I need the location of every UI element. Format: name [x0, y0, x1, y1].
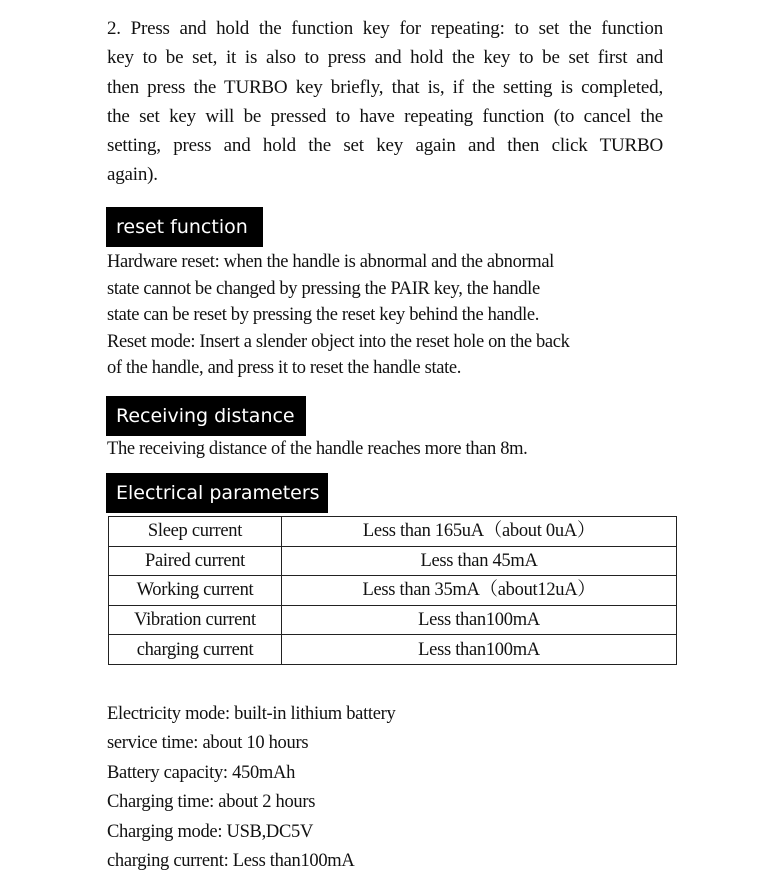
- receiving-distance-heading: Receiving distance: [106, 396, 306, 436]
- parameter-value: Less than 165uA（about 0uA）: [282, 517, 677, 547]
- reset-function-text: [107, 249, 570, 382]
- spec-service-time: service time: about 10 hours: [107, 733, 309, 754]
- battery-specs-list: [107, 700, 395, 876]
- table-row: [109, 635, 677, 665]
- reset-text-line: Hardware reset: when the handle is abnormal and the abnormal: [107, 252, 554, 272]
- spec-electricity-mode: Electricity mode: built-in lithium battery: [107, 704, 396, 724]
- paragraph-line: the set key will be pressed to have repeating function (to cancel the: [107, 105, 663, 127]
- spec-charging-mode: Charging mode: USB,DC5V: [107, 821, 314, 842]
- reset-text-line: state cannot be changed by pressing the PAIR key, the handle: [107, 278, 540, 299]
- paragraph-line: then press the TURBO key briefly, that is, if the setting is completed,: [107, 76, 663, 98]
- reset-text-line: of the handle, and press it to reset the handle state.: [107, 358, 462, 378]
- electrical-parameters-heading: Electrical parameters: [106, 473, 328, 513]
- parameter-name: Sleep current: [109, 517, 282, 547]
- reset-text-line: Reset mode: Insert a slender object into the reset hole on the back: [107, 331, 570, 352]
- parameter-name: Vibration current: [109, 605, 282, 635]
- paragraph-line: key to be set, it is also to press and hold the key to be set first and: [107, 47, 663, 69]
- spec-charging-current: charging current: Less than100mA: [107, 851, 355, 872]
- spec-battery-capacity: Battery capacity: 450mAh: [107, 762, 296, 783]
- paragraph-line: again).: [107, 164, 158, 186]
- reset-function-heading: reset function: [106, 207, 263, 247]
- paragraph-line: 2. Press and hold the function key for repeating: to set the function: [107, 18, 663, 39]
- table-row: [109, 546, 677, 576]
- repeat-function-paragraph: [107, 14, 663, 190]
- paragraph-line: setting, press and hold the set key again and then click TURBO: [107, 135, 663, 157]
- reset-text-line: state can be reset by pressing the reset key behind the handle.: [107, 305, 540, 325]
- parameter-name: Paired current: [109, 546, 282, 576]
- parameter-value: Less than100mA: [282, 605, 677, 635]
- parameter-value: Less than100mA: [282, 635, 677, 665]
- electrical-parameters-table: [108, 516, 677, 665]
- receiving-distance-text: The receiving distance of the handle reaches more than 8m.: [107, 439, 528, 459]
- parameter-value: Less than 35mA（about12uA）: [282, 576, 677, 606]
- parameter-name: charging current: [109, 635, 282, 665]
- parameter-value: Less than 45mA: [282, 546, 677, 576]
- parameter-name: Working current: [109, 576, 282, 606]
- table-row: [109, 517, 677, 547]
- spec-charging-time: Charging time: about 2 hours: [107, 792, 316, 813]
- table-row: [109, 605, 677, 635]
- table-row: [109, 576, 677, 606]
